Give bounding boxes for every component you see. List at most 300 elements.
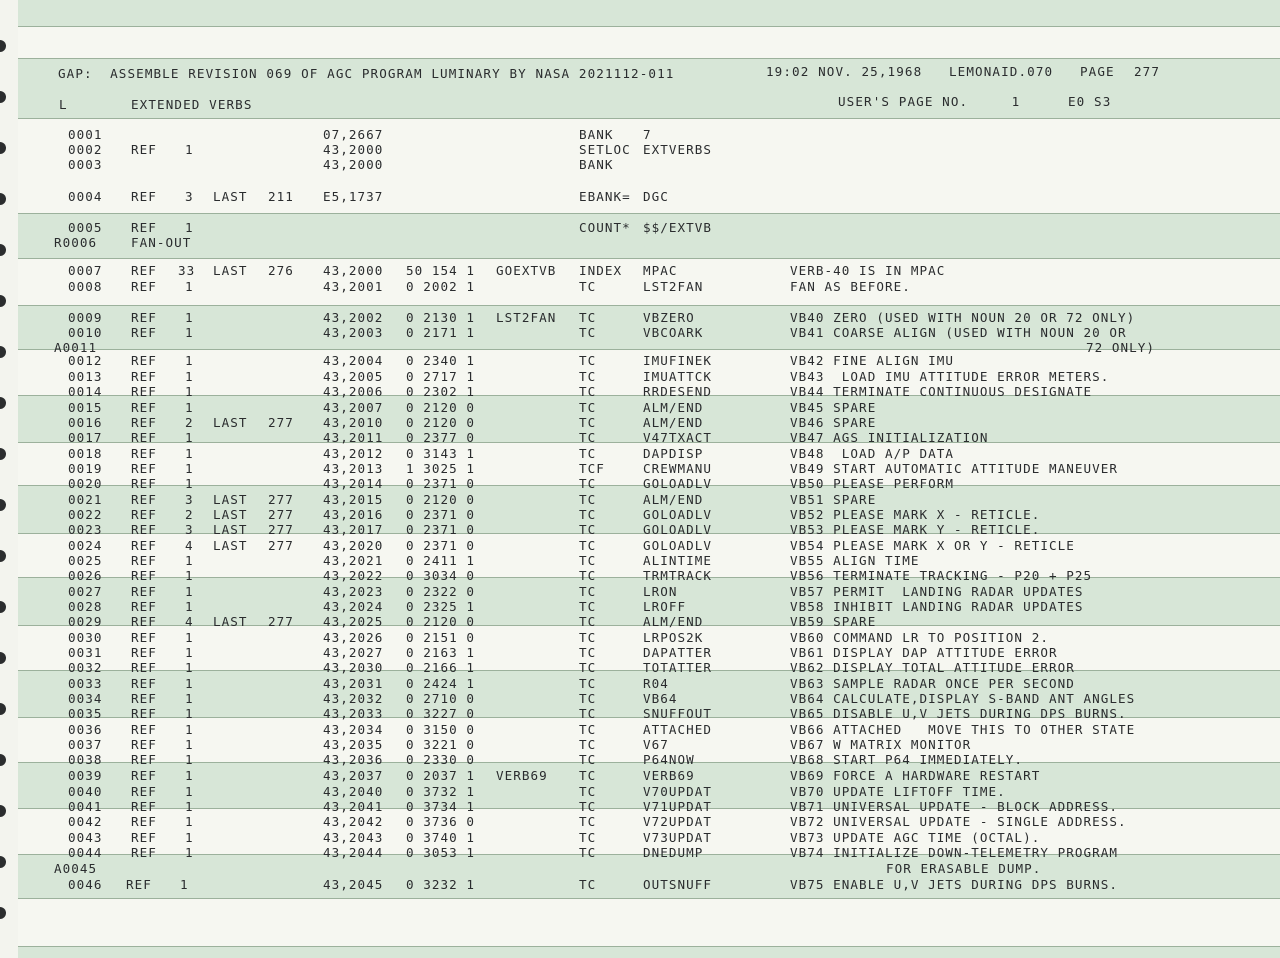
address: 43,2035 xyxy=(323,737,384,752)
address: 43,2012 xyxy=(323,446,384,461)
operand: V47TXACT xyxy=(643,430,713,445)
operand: ALM/END xyxy=(643,415,704,430)
line-number: 0012 xyxy=(68,353,103,368)
octal-word: 0 3736 0 xyxy=(406,814,476,829)
address: 43,2004 xyxy=(323,353,384,368)
ref-keyword: REF xyxy=(131,553,157,568)
opcode: BANK xyxy=(579,157,614,172)
address: 43,2024 xyxy=(323,599,384,614)
opcode: EBANK= xyxy=(579,189,631,204)
line-number: 0020 xyxy=(68,476,103,491)
line-number: 0026 xyxy=(68,568,103,583)
ref-count: 1 xyxy=(185,400,194,415)
address: 43,2010 xyxy=(323,415,384,430)
ref-count: 1 xyxy=(185,768,194,783)
octal-word: 0 3732 1 xyxy=(406,784,476,799)
ref-count: 1 xyxy=(185,645,194,660)
ref-keyword: REF xyxy=(131,599,157,614)
comment: VB62 DISPLAY TOTAL ATTITUDE ERROR xyxy=(790,660,1075,675)
ref-count: 1 xyxy=(185,691,194,706)
address: 43,2022 xyxy=(323,568,384,583)
comment: VB48 LOAD A/P DATA xyxy=(790,446,955,461)
stripe-edge xyxy=(18,58,1280,59)
ref-count: 1 xyxy=(185,568,194,583)
header-file: LEMONAID.070 xyxy=(949,64,1054,79)
octal-word: 0 2710 0 xyxy=(406,691,476,706)
opcode: TC xyxy=(579,630,597,645)
comment: VB74 INITIALIZE DOWN-TELEMETRY PROGRAM xyxy=(790,845,1119,860)
ref-count: 1 xyxy=(185,752,194,767)
ref-keyword: REF xyxy=(131,430,157,445)
feed-hole xyxy=(0,499,6,511)
ref-keyword: REF xyxy=(131,614,157,629)
symbol-label: LST2FAN xyxy=(496,310,557,325)
ref-count: 1 xyxy=(185,476,194,491)
line-number: 0027 xyxy=(68,584,103,599)
feed-hole xyxy=(0,652,6,664)
address: 43,2021 xyxy=(323,553,384,568)
octal-word: 0 2371 0 xyxy=(406,522,476,537)
line-number: 0037 xyxy=(68,737,103,752)
opcode: TCF xyxy=(579,461,605,476)
feed-hole xyxy=(0,91,6,103)
opcode: TC xyxy=(579,752,597,767)
ref-count: 1 xyxy=(185,630,194,645)
line-number: 0029 xyxy=(68,614,103,629)
line-number: 0019 xyxy=(68,461,103,476)
last-keyword: LAST xyxy=(213,522,248,537)
operand: VB64 xyxy=(643,691,678,706)
address: 43,2026 xyxy=(323,630,384,645)
ref-keyword: REF xyxy=(131,279,157,294)
opcode: TC xyxy=(579,722,597,737)
comment: VB71 UNIVERSAL UPDATE - BLOCK ADDRESS. xyxy=(790,799,1119,814)
address: 43,2003 xyxy=(323,325,384,340)
opcode: TC xyxy=(579,279,597,294)
comment: VERB-40 IS IN MPAC xyxy=(790,263,946,278)
octal-word: 0 2424 1 xyxy=(406,676,476,691)
line-number: 0036 xyxy=(68,722,103,737)
comment: VB43 LOAD IMU ATTITUDE ERROR METERS. xyxy=(790,369,1110,384)
opcode: TC xyxy=(579,599,597,614)
comment: VB56 TERMINATE TRACKING - P20 + P25 xyxy=(790,568,1093,583)
comment: VB75 ENABLE U,V JETS DURING DPS BURNS. xyxy=(790,877,1119,892)
opcode: TC xyxy=(579,814,597,829)
line-number: 0005 xyxy=(68,220,103,235)
ref-keyword: REF xyxy=(131,369,157,384)
greenbar-stripe xyxy=(18,946,1280,958)
header-section: EXTENDED VERBS xyxy=(131,97,253,112)
ref-count: 3 xyxy=(185,522,194,537)
ref-keyword: REF xyxy=(131,706,157,721)
comment: 72 ONLY) xyxy=(1086,340,1156,355)
operand: TRMTRACK xyxy=(643,568,713,583)
comment: VB55 ALIGN TIME xyxy=(790,553,920,568)
ref-keyword: REF xyxy=(131,446,157,461)
last-page: 277 xyxy=(268,614,294,629)
octal-word: 0 3232 1 xyxy=(406,877,476,892)
opcode: TC xyxy=(579,660,597,675)
ref-count: 1 xyxy=(185,722,194,737)
opcode: COUNT* xyxy=(579,220,631,235)
last-page: 277 xyxy=(268,538,294,553)
opcode: TC xyxy=(579,522,597,537)
comment: VB54 PLEASE MARK X OR Y - RETICLE xyxy=(790,538,1075,553)
address: 07,2667 xyxy=(323,127,384,142)
octal-word: 0 3740 1 xyxy=(406,830,476,845)
ref-keyword: REF xyxy=(131,384,157,399)
opcode: TC xyxy=(579,553,597,568)
address: 43,2041 xyxy=(323,799,384,814)
operand: LRPOS2K xyxy=(643,630,704,645)
feed-hole xyxy=(0,295,6,307)
ref-keyword: REF xyxy=(131,768,157,783)
ref-count: 1 xyxy=(185,142,194,157)
line-number: 0003 xyxy=(68,157,103,172)
address: 43,2016 xyxy=(323,507,384,522)
line-number: 0023 xyxy=(68,522,103,537)
last-page: 211 xyxy=(268,189,294,204)
operand: VERB69 xyxy=(643,768,695,783)
opcode: TC xyxy=(579,384,597,399)
octal-word: 0 2120 0 xyxy=(406,492,476,507)
last-keyword: LAST xyxy=(213,492,248,507)
ref-keyword: REF xyxy=(131,660,157,675)
line-number: 0046 xyxy=(68,877,103,892)
address: 43,2020 xyxy=(323,538,384,553)
ref-keyword: REF xyxy=(131,784,157,799)
ref-count: 1 xyxy=(185,279,194,294)
ref-keyword: REF xyxy=(131,752,157,767)
ref-keyword: REF xyxy=(131,310,157,325)
line-number: 0044 xyxy=(68,845,103,860)
comment: VB49 START AUTOMATIC ATTITUDE MANEUVER xyxy=(790,461,1119,476)
header-code: E0 S3 xyxy=(1068,94,1112,109)
line-number: A0011 xyxy=(54,340,98,355)
last-keyword: LAST xyxy=(213,614,248,629)
ref-count: 1 xyxy=(185,220,194,235)
comment: VB64 CALCULATE,DISPLAY S-BAND ANT ANGLES xyxy=(790,691,1136,706)
ref-count: 1 xyxy=(185,660,194,675)
operand: ALM/END xyxy=(643,492,704,507)
ref-keyword: REF xyxy=(131,522,157,537)
opcode: TC xyxy=(579,799,597,814)
operand: ALINTIME xyxy=(643,553,713,568)
feed-hole xyxy=(0,856,6,868)
octal-word: 0 2325 1 xyxy=(406,599,476,614)
operand: LROFF xyxy=(643,599,687,614)
comment: VB44 TERMINATE CONTINUOUS DESIGNATE xyxy=(790,384,1093,399)
comment: VB69 FORCE A HARDWARE RESTART xyxy=(790,768,1041,783)
comment: VB73 UPDATE AGC TIME (OCTAL). xyxy=(790,830,1041,845)
octal-word: 0 2130 1 xyxy=(406,310,476,325)
line-number: 0042 xyxy=(68,814,103,829)
opcode: TC xyxy=(579,400,597,415)
comment: VB68 START P64 IMMEDIATELY. xyxy=(790,752,1024,767)
ref-count: 1 xyxy=(185,353,194,368)
feed-hole xyxy=(0,805,6,817)
ref-keyword: REF xyxy=(131,737,157,752)
line-number: 0021 xyxy=(68,492,103,507)
address: 43,2030 xyxy=(323,660,384,675)
address: 43,2032 xyxy=(323,691,384,706)
header-marker: L xyxy=(59,97,68,112)
ref-count: 2 xyxy=(185,415,194,430)
address: 43,2034 xyxy=(323,722,384,737)
octal-word: 0 2166 1 xyxy=(406,660,476,675)
octal-word: 0 2411 1 xyxy=(406,553,476,568)
line-number: 0001 xyxy=(68,127,103,142)
opcode: TC xyxy=(579,676,597,691)
operand: SNUFFOUT xyxy=(643,706,713,721)
address: 43,2007 xyxy=(323,400,384,415)
last-keyword: LAST xyxy=(213,189,248,204)
opcode: SETLOC xyxy=(579,142,631,157)
operand: V70UPDAT xyxy=(643,784,713,799)
opcode: TC xyxy=(579,784,597,799)
ref-keyword: REF xyxy=(131,845,157,860)
line-number: 0007 xyxy=(68,263,103,278)
line-number: 0031 xyxy=(68,645,103,660)
opcode: BANK xyxy=(579,127,614,142)
header-page-label: PAGE xyxy=(1080,64,1115,79)
comment: VB58 INHIBIT LANDING RADAR UPDATES xyxy=(790,599,1084,614)
operand: IMUFINEK xyxy=(643,353,713,368)
address: 43,2043 xyxy=(323,830,384,845)
octal-word: 0 2163 1 xyxy=(406,645,476,660)
ref-keyword: REF xyxy=(131,799,157,814)
stripe-edge xyxy=(18,213,1280,214)
line-number: 0024 xyxy=(68,538,103,553)
octal-word: 0 3034 0 xyxy=(406,568,476,583)
ref-keyword: REF xyxy=(131,584,157,599)
operand: GOLOADLV xyxy=(643,522,713,537)
operand: EXTVERBS xyxy=(643,142,713,157)
ref-keyword: REF xyxy=(131,220,157,235)
line-number: 0033 xyxy=(68,676,103,691)
octal-word: 0 2377 0 xyxy=(406,430,476,445)
line-number: 0025 xyxy=(68,553,103,568)
ref-count: 1 xyxy=(185,830,194,845)
line-number: 0041 xyxy=(68,799,103,814)
octal-word: 0 2151 0 xyxy=(406,630,476,645)
ref-count: 1 xyxy=(185,599,194,614)
ref-keyword: REF xyxy=(131,830,157,845)
ref-keyword: REF xyxy=(131,476,157,491)
line-number: 0039 xyxy=(68,768,103,783)
address: 43,2040 xyxy=(323,784,384,799)
line-number: 0015 xyxy=(68,400,103,415)
address: E5,1737 xyxy=(323,189,384,204)
last-page: 277 xyxy=(268,415,294,430)
feed-hole xyxy=(0,754,6,766)
opcode: TC xyxy=(579,614,597,629)
opcode: TC xyxy=(579,768,597,783)
ref-keyword: REF xyxy=(131,325,157,340)
opcode: TC xyxy=(579,430,597,445)
comment: VB59 SPARE xyxy=(790,614,877,629)
comment: VB60 COMMAND LR TO POSITION 2. xyxy=(790,630,1049,645)
header-timestamp: 19:02 NOV. 25,1968 xyxy=(766,64,923,79)
address: 43,2042 xyxy=(323,814,384,829)
line-number: 0016 xyxy=(68,415,103,430)
last-page: 277 xyxy=(268,507,294,522)
line-number: 0004 xyxy=(68,189,103,204)
comment: VB41 COARSE ALIGN (USED WITH NOUN 20 OR xyxy=(790,325,1127,340)
feed-hole xyxy=(0,397,6,409)
line-number: 0034 xyxy=(68,691,103,706)
ref-keyword: REF xyxy=(131,263,157,278)
opcode: TC xyxy=(579,845,597,860)
ref-keyword: REF xyxy=(131,645,157,660)
opcode: TC xyxy=(579,645,597,660)
feed-hole xyxy=(0,907,6,919)
address: 43,2013 xyxy=(323,461,384,476)
opcode: TC xyxy=(579,369,597,384)
ref-count: 2 xyxy=(185,507,194,522)
operand: V71UPDAT xyxy=(643,799,713,814)
octal-word: 0 2322 0 xyxy=(406,584,476,599)
symbol-label: VERB69 xyxy=(496,768,548,783)
ref-count: 1 xyxy=(185,310,194,325)
address: 43,2037 xyxy=(323,768,384,783)
ref-keyword: REF xyxy=(131,507,157,522)
line-number: 0013 xyxy=(68,369,103,384)
operand: TOTATTER xyxy=(643,660,713,675)
comment: FAN AS BEFORE. xyxy=(790,279,911,294)
octal-word: 0 2120 0 xyxy=(406,400,476,415)
feed-hole xyxy=(0,550,6,562)
octal-word: 0 3053 1 xyxy=(406,845,476,860)
ref-keyword: REF xyxy=(131,492,157,507)
header-title: GAP: ASSEMBLE REVISION 069 OF AGC PROGRAM LUMINARY BY NASA 2021112-011 xyxy=(58,66,675,81)
operand: V67 xyxy=(643,737,669,752)
octal-word: 0 2371 0 xyxy=(406,476,476,491)
ref-count: 1 xyxy=(185,584,194,599)
address: 43,2025 xyxy=(323,614,384,629)
last-keyword: LAST xyxy=(213,263,248,278)
ref-count: 3 xyxy=(185,492,194,507)
ref-count: 33 xyxy=(178,263,196,278)
feed-hole xyxy=(0,346,6,358)
octal-word: 0 3143 1 xyxy=(406,446,476,461)
comment: FOR ERASABLE DUMP. xyxy=(886,861,1042,876)
line-number: 0032 xyxy=(68,660,103,675)
comment: VB61 DISPLAY DAP ATTITUDE ERROR xyxy=(790,645,1058,660)
octal-word: 0 3150 0 xyxy=(406,722,476,737)
opcode: TC xyxy=(579,830,597,845)
operand: P64NOW xyxy=(643,752,695,767)
operand: MPAC xyxy=(643,263,678,278)
ref-count: 1 xyxy=(185,845,194,860)
greenbar-stripe xyxy=(18,0,1280,26)
line-number: 0030 xyxy=(68,630,103,645)
address: 43,2011 xyxy=(323,430,384,445)
stripe-edge xyxy=(18,258,1280,259)
operand: R04 xyxy=(643,676,669,691)
last-keyword: LAST xyxy=(213,507,248,522)
comment: VB45 SPARE xyxy=(790,400,877,415)
operand: VBZERO xyxy=(643,310,695,325)
comment: VB46 SPARE xyxy=(790,415,877,430)
line-number: 0002 xyxy=(68,142,103,157)
symbol-label: GOEXTVB xyxy=(496,263,557,278)
operand: GOLOADLV xyxy=(643,476,713,491)
address: 43,2000 xyxy=(323,142,384,157)
line-number: 0010 xyxy=(68,325,103,340)
octal-word: 0 2171 1 xyxy=(406,325,476,340)
ref-keyword: REF xyxy=(131,400,157,415)
octal-word: 0 2717 1 xyxy=(406,369,476,384)
stripe-edge xyxy=(18,26,1280,27)
octal-word: 0 2340 1 xyxy=(406,353,476,368)
ref-count: 1 xyxy=(185,737,194,752)
operand: DNEDUMP xyxy=(643,845,704,860)
line-number: A0045 xyxy=(54,861,98,876)
opcode: TC xyxy=(579,737,597,752)
opcode: TC xyxy=(579,568,597,583)
comment: VB47 AGS INITIALIZATION xyxy=(790,430,989,445)
operand: IMUATTCK xyxy=(643,369,713,384)
comment: VB67 W MATRIX MONITOR xyxy=(790,737,972,752)
address: 43,2023 xyxy=(323,584,384,599)
ref-keyword: REF xyxy=(131,676,157,691)
ref-count: 3 xyxy=(185,189,194,204)
opcode: TC xyxy=(579,877,597,892)
operand: GOLOADLV xyxy=(643,538,713,553)
line-number: R0006 xyxy=(54,235,98,250)
address: 43,2001 xyxy=(323,279,384,294)
opcode: TC xyxy=(579,492,597,507)
opcode: TC xyxy=(579,310,597,325)
address: 43,2006 xyxy=(323,384,384,399)
last-keyword: LAST xyxy=(213,415,248,430)
ref-keyword: REF xyxy=(131,189,157,204)
octal-word: 0 2371 0 xyxy=(406,538,476,553)
octal-word: 0 3227 0 xyxy=(406,706,476,721)
operand: LST2FAN xyxy=(643,279,704,294)
octal-word: 50 154 1 xyxy=(406,263,476,278)
header-page-number: 277 xyxy=(1134,64,1161,79)
opcode: TC xyxy=(579,538,597,553)
line-number: 0040 xyxy=(68,784,103,799)
feed-hole xyxy=(0,244,6,256)
operand: ATTACHED xyxy=(643,722,713,737)
ref-count: 1 xyxy=(185,430,194,445)
ref-count: 1 xyxy=(185,369,194,384)
address: 43,2000 xyxy=(323,157,384,172)
operand: V73UPDAT xyxy=(643,830,713,845)
ref-count: 1 xyxy=(185,325,194,340)
comment: VB70 UPDATE LIFTOFF TIME. xyxy=(790,784,1006,799)
comment: VB52 PLEASE MARK X - RETICLE. xyxy=(790,507,1041,522)
opcode: TC xyxy=(579,353,597,368)
operand: LRON xyxy=(643,584,678,599)
opcode: TC xyxy=(579,476,597,491)
line-number: 0008 xyxy=(68,279,103,294)
stripe-edge xyxy=(18,898,1280,899)
octal-word: 1 3025 1 xyxy=(406,461,476,476)
address: 43,2014 xyxy=(323,476,384,491)
feed-hole xyxy=(0,448,6,460)
octal-word: 0 2302 1 xyxy=(406,384,476,399)
ref-keyword: REF xyxy=(131,814,157,829)
comment: VB53 PLEASE MARK Y - RETICLE. xyxy=(790,522,1041,537)
operand: ALM/END xyxy=(643,400,704,415)
address: 43,2002 xyxy=(323,310,384,325)
operand: $$/EXTVB xyxy=(643,220,713,235)
octal-word: 0 3221 0 xyxy=(406,737,476,752)
